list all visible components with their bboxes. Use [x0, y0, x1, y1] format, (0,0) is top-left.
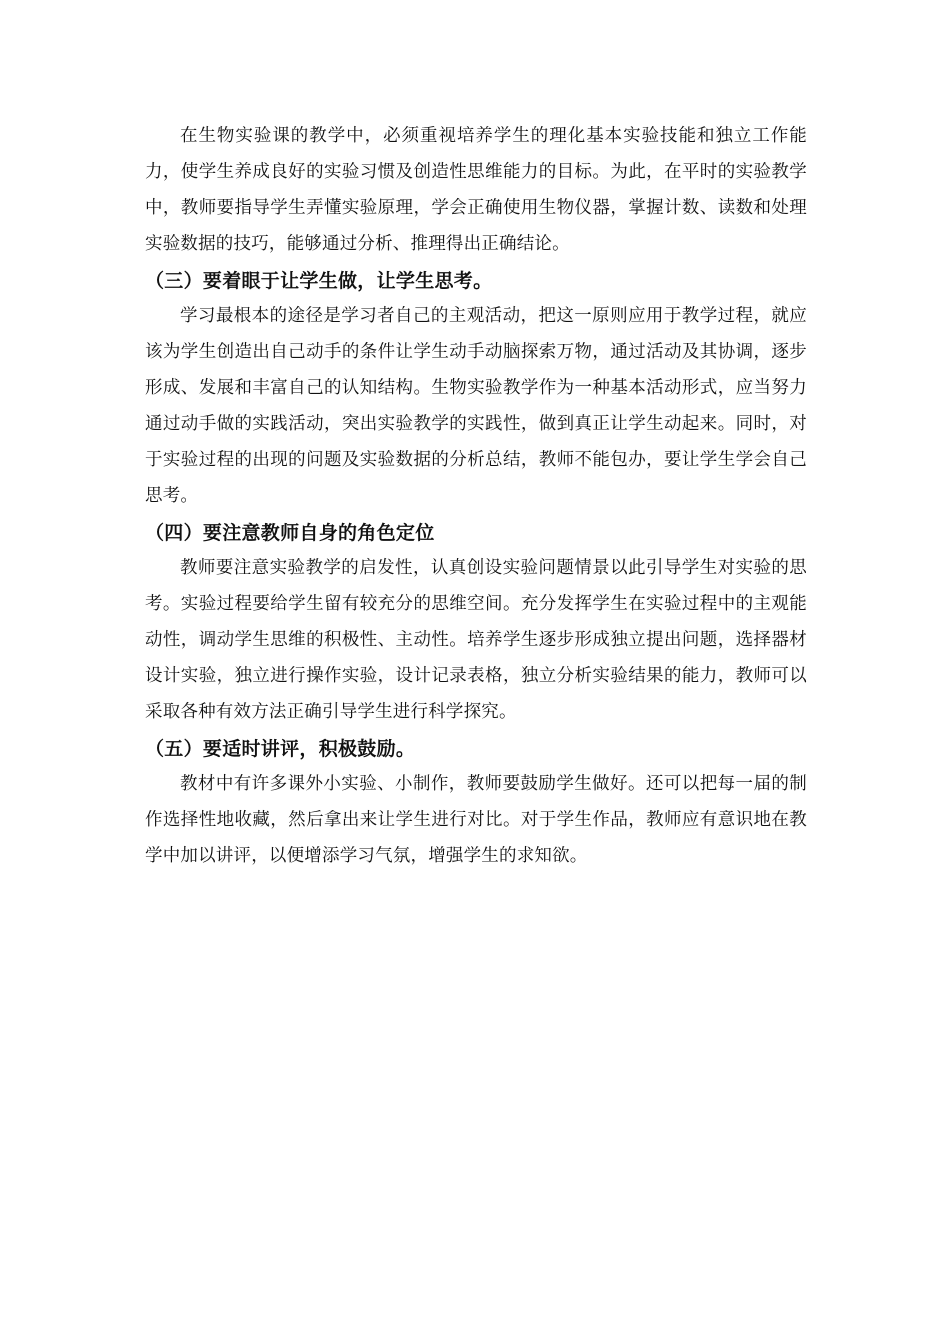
- document-body: [145, 118, 807, 874]
- paragraph-hands-on: 学习最根本的途径是学习者自己的主观活动，把这一原则应用于教学过程，就应该为学生创造出自己动手的条件让学生动手动脑探索万物，通过活动及其协调，逐步形成、发展和丰富自己的认知结构。生物实验教学作为一种基本活动形式，应当努力通过动手做的实践活动，突出实验教学的实践性，做到真正让学生动起来。同时，对于实验过程的出现的问题及实验数据的分析总结，教师不能包办，要让学生学会自己思考。: [145, 306, 807, 506]
- heading-section-3: （三）要着眼于让学生做，让学生思考。: [145, 270, 493, 292]
- paragraph-lab-skills: 在生物实验课的教学中，必须重视培养学生的理化基本实验技能和独立工作能力，使学生养成良好的实验习惯及创造性思维能力的目标。为此，在平时的实验教学中，教师要指导学生弄懂实验原理，学会正确使用生物仪器，掌握计数、读数和处理实验数据的技巧，能够通过分析、推理得出正确结论。: [145, 126, 807, 254]
- heading-section-4: （四）要注意教师自身的角色定位: [145, 522, 435, 544]
- paragraph-teacher-role: 教师要注意实验教学的启发性，认真创设实验问题情景以此引导学生对实验的思考。实验过程要给学生留有较充分的思维空间。充分发挥学生在实验过程中的主观能动性，调动学生思维的积极性、主动性。培养学生逐步形成独立提出问题，选择器材设计实验，独立进行操作实验，设计记录表格，独立分析实验结果的能力，教师可以采取各种有效方法正确引导学生进行科学探究。: [145, 558, 807, 722]
- paragraph-evaluation: 教材中有许多课外小实验、小制作，教师要鼓励学生做好。还可以把每一届的制作选择性地收藏，然后拿出来让学生进行对比。对于学生作品，教师应有意识地在教学中加以讲评，以便增添学习气氛，增强学生的求知欲。: [145, 774, 807, 866]
- heading-section-5: （五）要适时讲评，积极鼓励。: [145, 738, 416, 760]
